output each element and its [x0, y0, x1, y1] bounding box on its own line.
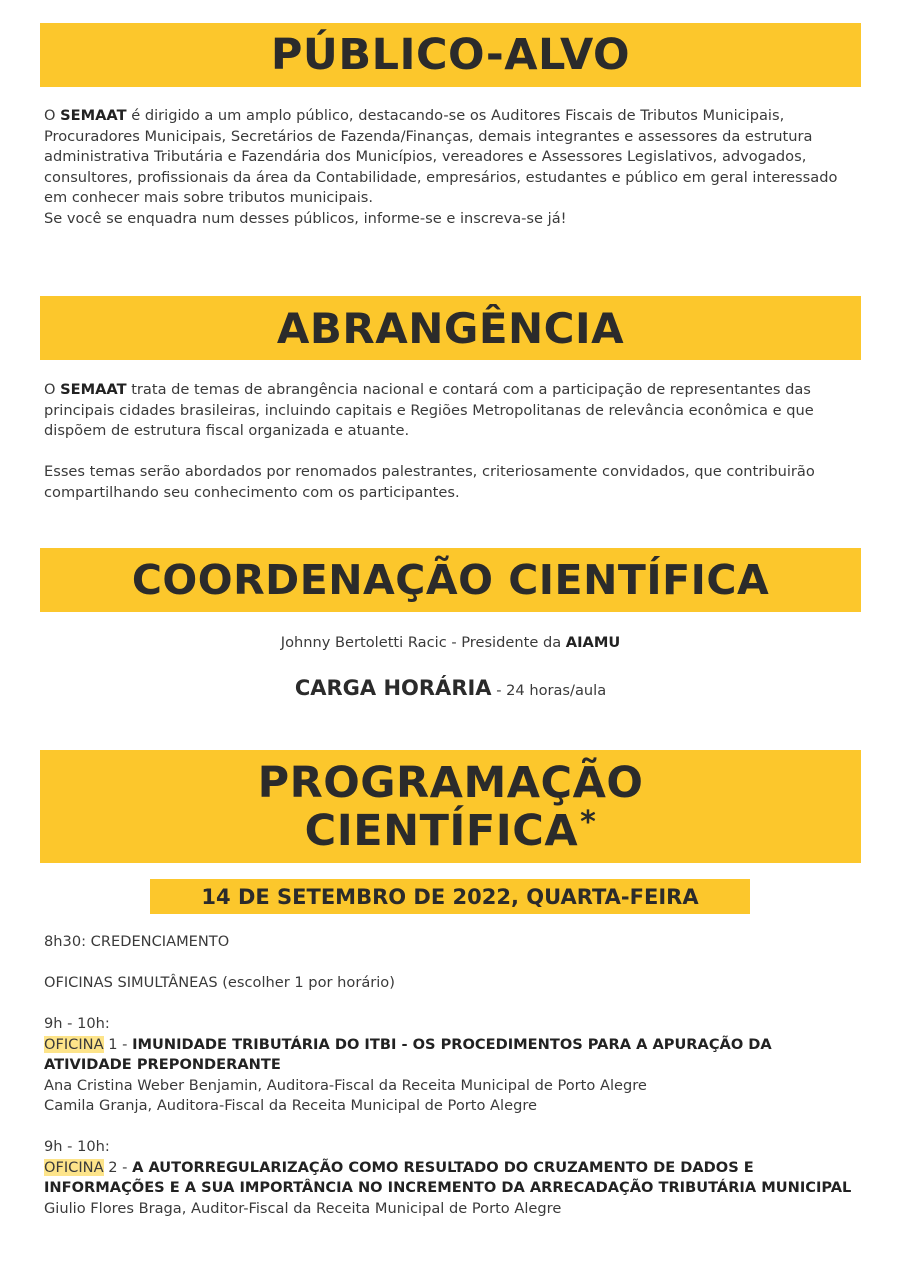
oficina-number: 1 -: [103, 1035, 133, 1053]
oficinas-simultaneas: OFICINAS SIMULTÂNEAS (escolher 1 por horário): [44, 974, 395, 991]
semaat-brand: SEMAAT: [60, 107, 127, 124]
abrangencia-heading: ABRANGÊNCIA: [276, 303, 625, 353]
abrangencia-text-2: Esses temas serão abordados por renomados palestrantes, criteriosamente convidados, que contribuirão compartilhando seu conhecimento com os participantes.: [44, 463, 815, 501]
coordenacao-heading: COORDENAÇÃO CIENTÍFICA: [131, 556, 770, 604]
oficina-label: OFICINA: [44, 1158, 104, 1176]
publico-alvo-banner: [40, 23, 861, 87]
coordenador: Johnny Bertoletti Racic - Presidente da AIAMU: [280, 634, 621, 651]
oficina-title: IMUNIDADE TRIBUTÁRIA DO ITBI - OS PROCEDIMENTOS PARA A APURAÇÃO DA ATIVIDADE PREPONDERANTE: [44, 1035, 772, 1073]
carga-horaria: [40, 676, 861, 700]
oficina-label: OFICINA: [44, 1035, 104, 1053]
oficina-title: A AUTORREGULARIZAÇÃO COMO RESULTADO DO CRUZAMENTO DE DADOS E INFORMAÇÕES E A SUA IMPORTÂNCIA NO INCREMENTO DA ARRECADAÇÃO TRIBUTÁRIA MUNICIPAL: [44, 1158, 852, 1196]
semaat-brand: SEMAAT: [60, 381, 127, 398]
programacao-banner: [40, 750, 861, 863]
asterisk-note: *: [580, 804, 597, 840]
publico-alvo-text: [44, 106, 862, 229]
publico-alvo-cta: Se você se enquadra num desses públicos, informe-se e inscreva-se já!: [44, 209, 567, 227]
aiamu-org: AIAMU: [565, 634, 621, 651]
credenciamento: 8h30: CREDENCIAMENTO: [44, 933, 230, 950]
oficina-item: [44, 1014, 862, 1117]
oficina-item: [44, 1137, 862, 1219]
publico-alvo-paragraph: O SEMAAT é dirigido a um amplo público, destacando-se os Auditores Fiscais de Tributos Municipais, Procuradores Municipais, Secretários de Fazenda/Finanças, demais integrantes e assessores da estrutura administrativa Tributária e Fazendária dos Municípios, vereadores e Assessores Legislativos, advogados, consultores, profissionais da área da Contabilidade, empresários, estudantes e público em geral interessado em conhecer mais sobre tributos municipais.: [44, 107, 838, 206]
oficina-speaker: Giulio Flores Braga, Auditor-Fiscal da Receita Municipal de Porto Alegre: [44, 1199, 562, 1217]
abrangencia-text-1: O SEMAAT trata de temas de abrangência nacional e contará com a participação de representantes das principais cidades brasileiras, incluindo capitais e Regiões Metropolitanas de relevância econômica e que dispõem de estrutura fiscal organizada e atuante.: [44, 381, 814, 439]
abrangencia-banner: [40, 296, 861, 360]
oficina-speaker: Camila Granja, Auditora-Fiscal da Receita Municipal de Porto Alegre: [44, 1097, 537, 1114]
event-date: 14 DE SETEMBRO DE 2022, QUARTA-FEIRA: [150, 879, 750, 914]
oficina-time: 9h - 10h:: [44, 1138, 110, 1155]
oficina-number: 2 -: [103, 1158, 133, 1176]
programacao-heading: PROGRAMAÇÃO CIENTÍFICA*: [257, 757, 644, 856]
oficina-time: 9h - 10h:: [44, 1015, 110, 1032]
publico-alvo-heading: PÚBLICO-ALVO: [270, 30, 631, 80]
carga-horaria-label: CARGA HORÁRIA: [294, 676, 492, 700]
oficina-speaker: Ana Cristina Weber Benjamin, Auditora-Fiscal da Receita Municipal de Porto Alegre: [44, 1076, 647, 1094]
carga-horaria-value: - 24 horas/aula: [491, 682, 607, 699]
coordenacao-banner: [40, 548, 861, 612]
